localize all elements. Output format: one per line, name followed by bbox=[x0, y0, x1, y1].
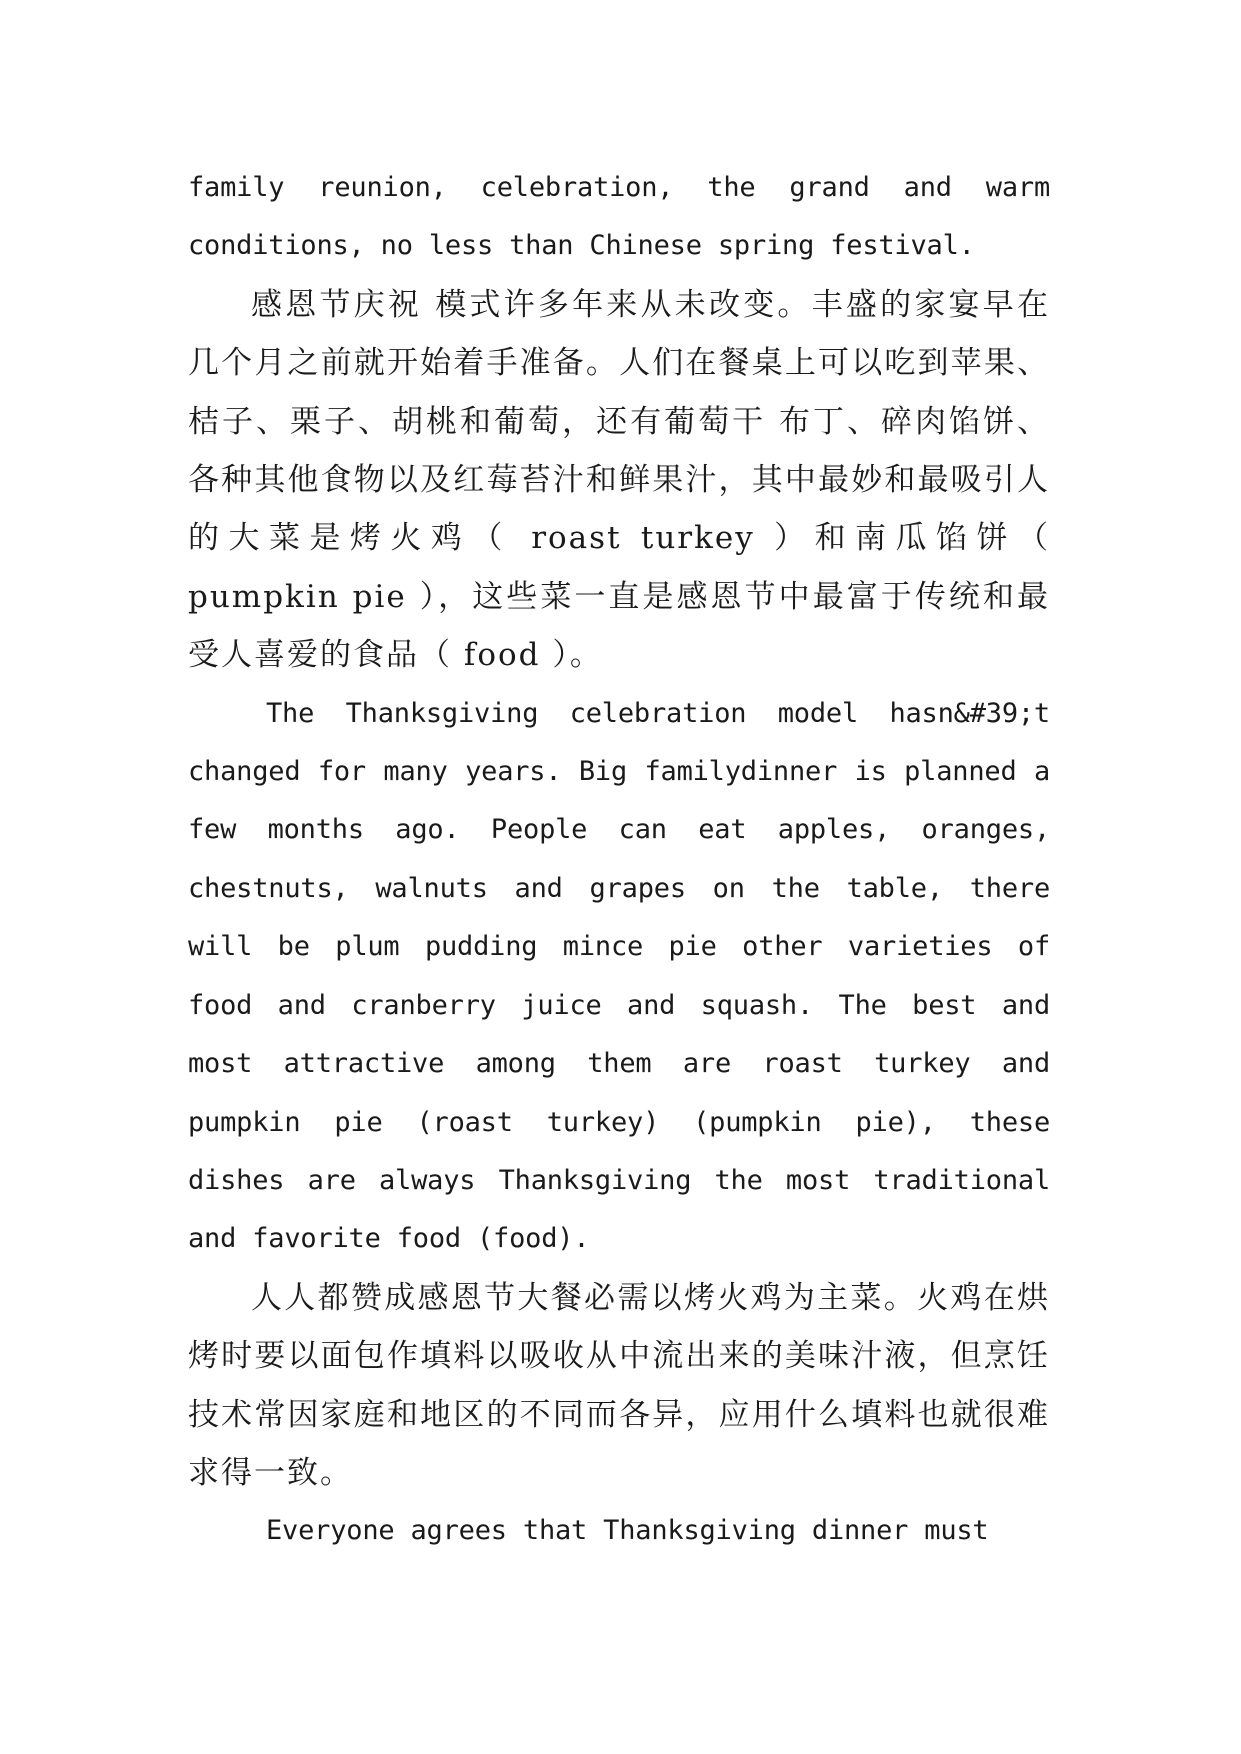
document-body bbox=[188, 159, 1050, 1561]
paragraph-zh-turkey: 人人都赞成感恩节大餐必需以烤火鸡为主菜。火鸡在烘烤时要以面包作填料以吸收从中流出来的美味汁液，但烹饪技术常因家庭和地区的不同而各异，应用什么填料也就很难求得一致。 bbox=[188, 1279, 1050, 1491]
paragraph-en-turkey: Everyone agrees that Thanksgiving dinner must bbox=[266, 1515, 989, 1547]
paragraph-zh-celebration: 感恩节庆祝 模式许多年来从未改变。丰盛的家宴早在几个月之前就开始着手准备。人们在餐桌上可以吃到苹果、桔子、栗子、胡桃和葡萄，还有葡萄干 布丁、碎肉馅饼、各种其他食物以及红莓苔汁和鲜果汁，其中最妙和最吸引人的大菜是烤火鸡（ roast turkey ）和南瓜馅饼（ pumpkin pie ），这些菜一直是感恩节中最富于传统和最受人喜爱的食品（ food ）。 bbox=[188, 286, 1050, 674]
paragraph-en-continuation: family reunion, celebration, the grand and warm conditions, no less than Chinese spring festival. bbox=[188, 172, 1050, 262]
paragraph-en-celebration: The Thanksgiving celebration model hasn&#39;t changed for many years. Big familydinner is planned a few months ago. People can eat apples, oranges, chestnuts, walnuts and grapes on the table, there will be plum pudding mince pie other varieties of food and cranberry juice and squash. The best and most attractive among them are roast turkey and pumpkin pie (roast turkey) (pumpkin pie), these dishes are always Thanksgiving the most traditional and favorite food (food). bbox=[188, 697, 1050, 1255]
